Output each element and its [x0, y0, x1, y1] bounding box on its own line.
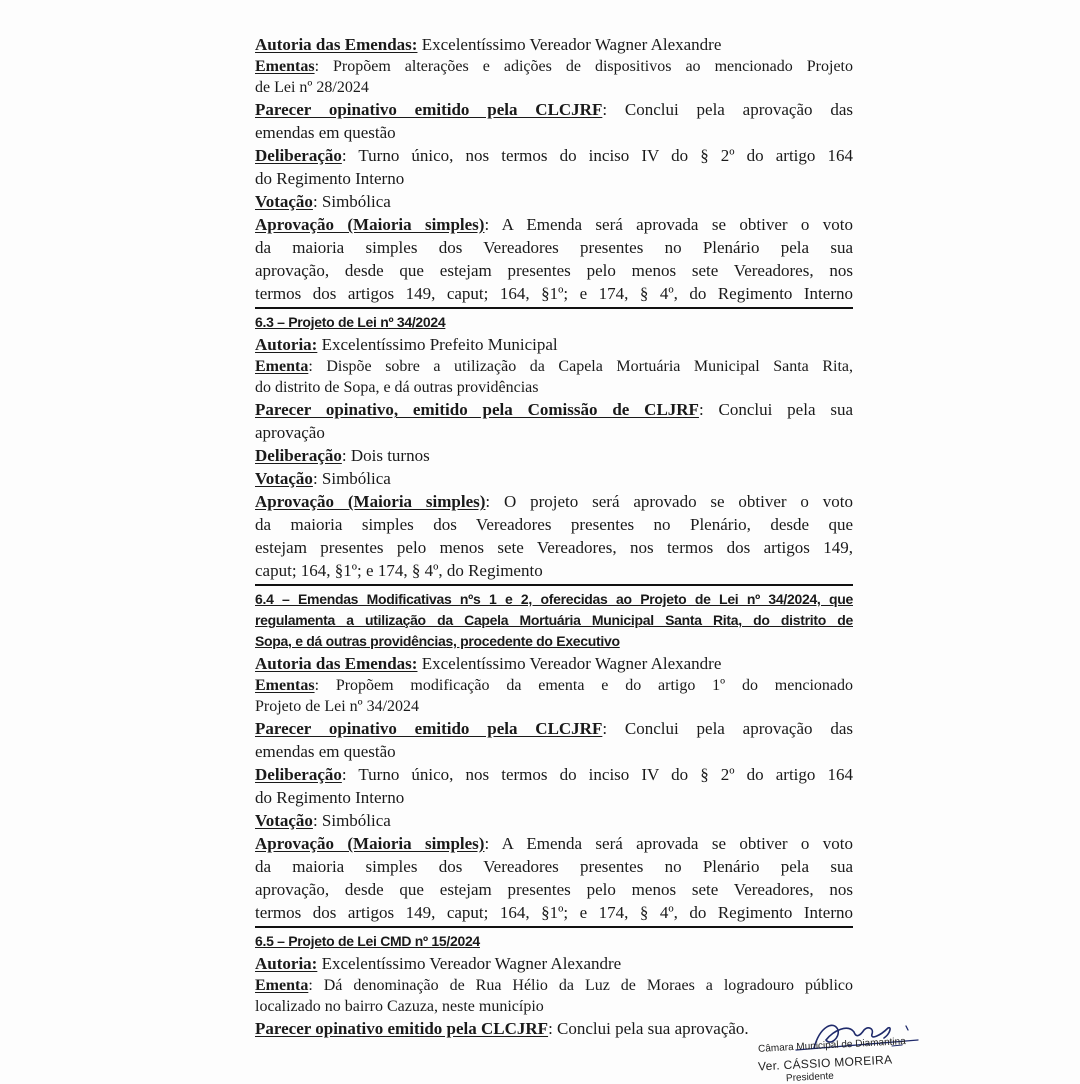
autoria-label: Autoria das Emendas: [255, 35, 418, 54]
deliberacao-text-cont: do Regimento Interno [255, 169, 405, 188]
votacao-value: : Simbólica [312, 469, 391, 488]
votacao-label: Votação [255, 192, 313, 211]
ementas-label: Ementas [255, 58, 315, 75]
autoria-row [255, 652, 853, 675]
parecer-text: : Conclui pela sua [698, 400, 853, 419]
aprovacao-row-4 [255, 282, 853, 305]
parecer-row [255, 717, 853, 740]
votacao-label: Votação [255, 811, 313, 830]
parecer-text-cont: emendas em questão [255, 742, 396, 761]
aprovacao-row-3 [255, 259, 853, 282]
autoria-value: Excelentíssimo Vereador Wagner Alexandre [417, 35, 722, 54]
autoria-row [255, 333, 853, 356]
parecer-row [255, 98, 853, 121]
parecer-label: Parecer opinativo, emitido pela Comissão de CLJRF [255, 400, 699, 419]
aprovacao-row [255, 213, 853, 236]
deliberacao-row [255, 763, 853, 786]
deliberacao-text: : Turno único, nos termos do inciso IV do § 2º do artigo 164 [341, 765, 853, 784]
deliberacao-label: Deliberação [255, 446, 342, 465]
votacao-row [255, 190, 853, 213]
aprovacao-row-4 [255, 559, 853, 582]
aprovacao-text-2: da maioria simples dos Vereadores presentes no Plenário, desde que [255, 515, 853, 534]
aprovacao-text: : O projeto será aprovado se obtiver o voto [485, 492, 854, 511]
signature-stamp [756, 1016, 926, 1084]
aprovacao-label: Aprovação (Maioria simples) [255, 834, 485, 853]
amendments-block [255, 33, 853, 305]
section-heading: 6.4 – Emendas Modificativas nºs 1 e 2, oferecidas ao Projeto de Lei nº 34/2024, que [255, 591, 853, 607]
ementas-text-cont: de Lei nº 28/2024 [255, 79, 369, 96]
votacao-row [255, 809, 853, 832]
section-heading: 6.5 – Projeto de Lei CMD nº 15/2024 [255, 933, 480, 949]
section-divider [255, 307, 853, 309]
section-heading-2: regulamenta a utilização da Capela Mortuária Municipal Santa Rita, do distrito de [255, 612, 853, 628]
ementa-row [255, 975, 853, 996]
section-divider [255, 584, 853, 586]
parecer-text: : Conclui pela sua aprovação. [548, 1019, 749, 1038]
ementa-row-cont [255, 996, 853, 1017]
parecer-row [255, 398, 853, 421]
ementas-row [255, 56, 853, 77]
votacao-value: : Simbólica [312, 811, 391, 830]
ementa-label: Ementa [255, 358, 309, 375]
aprovacao-text-2: da maioria simples dos Vereadores presentes no Plenário pela sua [255, 857, 853, 876]
aprovacao-text-4: termos dos artigos 149, caput; 164, §1º; e 174, § 4º, do Regimento Interno [255, 903, 853, 922]
parecer-row-cont [255, 421, 853, 444]
aprovacao-row-2 [255, 855, 853, 878]
parecer-label: Parecer opinativo emitido pela CLCJRF [255, 100, 603, 119]
votacao-row [255, 467, 853, 490]
votacao-value: : Simbólica [312, 192, 391, 211]
deliberacao-row-cont [255, 167, 853, 190]
aprovacao-text: : A Emenda será aprovada se obtiver o voto [484, 215, 853, 234]
ementa-row [255, 356, 853, 377]
aprovacao-row-2 [255, 236, 853, 259]
deliberacao-row [255, 144, 853, 167]
section-6-4 [255, 589, 853, 924]
deliberacao-label: Deliberação [255, 765, 342, 784]
ementa-text-cont: localizado no bairro Cazuza, neste município [255, 998, 544, 1015]
autoria-value: Excelentíssimo Vereador Wagner Alexandre [417, 654, 722, 673]
parecer-row-cont [255, 740, 853, 763]
parecer-text: : Conclui pela aprovação das [602, 100, 853, 119]
deliberacao-label: Deliberação [255, 146, 342, 165]
aprovacao-text: : A Emenda será aprovada se obtiver o voto [484, 834, 853, 853]
autoria-value: Excelentíssimo Vereador Wagner Alexandre [317, 954, 622, 973]
stamp-name: Ver. CÁSSIO MOREIRA [757, 1052, 893, 1074]
aprovacao-text-3: aprovação, desde que estejam presentes pelo menos sete Vereadores, nos [255, 880, 853, 899]
autoria-row [255, 33, 853, 56]
autoria-value: Excelentíssimo Prefeito Municipal [317, 335, 558, 354]
deliberacao-row [255, 444, 853, 467]
deliberacao-text: : Turno único, nos termos do inciso IV do § 2º do artigo 164 [341, 146, 853, 165]
ementas-row [255, 675, 853, 696]
aprovacao-text-3: estejam presentes pelo menos sete Vereadores, nos termos dos artigos 149, [255, 538, 853, 557]
ementas-text: : Propõem modificação da ementa e do artigo 1º do mencionado [314, 677, 853, 694]
document-page [255, 33, 853, 1040]
ementas-label: Ementas [255, 677, 315, 694]
ementa-text-cont: do distrito de Sopa, e dá outras providências [255, 379, 539, 396]
parecer-label: Parecer opinativo emitido pela CLCJRF [255, 719, 603, 738]
aprovacao-row [255, 832, 853, 855]
aprovacao-row-3 [255, 878, 853, 901]
autoria-label: Autoria das Emendas: [255, 654, 418, 673]
ementas-text: : Propõem alterações e adições de dispositivos ao mencionado Projeto [314, 58, 853, 75]
aprovacao-text-4: caput; 164, §1º; e 174, § 4º, do Regimento [255, 561, 543, 580]
aprovacao-label: Aprovação (Maioria simples) [255, 492, 486, 511]
ementa-row-cont [255, 377, 853, 398]
parecer-text-cont: emendas em questão [255, 123, 396, 142]
section-6-3 [255, 312, 853, 582]
parecer-text: : Conclui pela aprovação das [602, 719, 853, 738]
aprovacao-row [255, 490, 853, 513]
section-heading-3: Sopa, e dá outras providências, procedente do Executivo [255, 633, 620, 649]
deliberacao-value: : Dois turnos [341, 446, 430, 465]
aprovacao-row-3 [255, 536, 853, 559]
aprovacao-label: Aprovação (Maioria simples) [255, 215, 485, 234]
autoria-label: Autoria: [255, 954, 318, 973]
aprovacao-row-2 [255, 513, 853, 536]
parecer-text-cont: aprovação [255, 423, 325, 442]
aprovacao-row-4 [255, 901, 853, 924]
aprovacao-text-2: da maioria simples dos Vereadores presentes no Plenário pela sua [255, 238, 853, 257]
section-heading: 6.3 – Projeto de Lei nº 34/2024 [255, 314, 446, 330]
section-divider [255, 926, 853, 928]
stamp-role: Presidente [785, 1070, 835, 1084]
deliberacao-text-cont: do Regimento Interno [255, 788, 405, 807]
ementa-text: : Dispõe sobre a utilização da Capela Mortuária Municipal Santa Rita, [308, 358, 853, 375]
stamp-org: Câmara Municipal de Diamantina [757, 1036, 907, 1055]
ementa-label: Ementa [255, 977, 309, 994]
ementas-row-cont [255, 77, 853, 98]
ementa-text: : Dá denominação de Rua Hélio da Luz de Moraes a logradouro público [308, 977, 853, 994]
ementas-text-cont: Projeto de Lei nº 34/2024 [255, 698, 420, 715]
aprovacao-text-3: aprovação, desde que estejam presentes pelo menos sete Vereadores, nos [255, 261, 853, 280]
autoria-label: Autoria: [255, 335, 318, 354]
ementas-row-cont [255, 696, 853, 717]
parecer-label: Parecer opinativo emitido pela CLCJRF [255, 1019, 549, 1038]
parecer-row-cont [255, 121, 853, 144]
autoria-row [255, 952, 853, 975]
deliberacao-row-cont [255, 786, 853, 809]
votacao-label: Votação [255, 469, 313, 488]
aprovacao-text-4: termos dos artigos 149, caput; 164, §1º; e 174, § 4º, do Regimento Interno [255, 284, 853, 303]
